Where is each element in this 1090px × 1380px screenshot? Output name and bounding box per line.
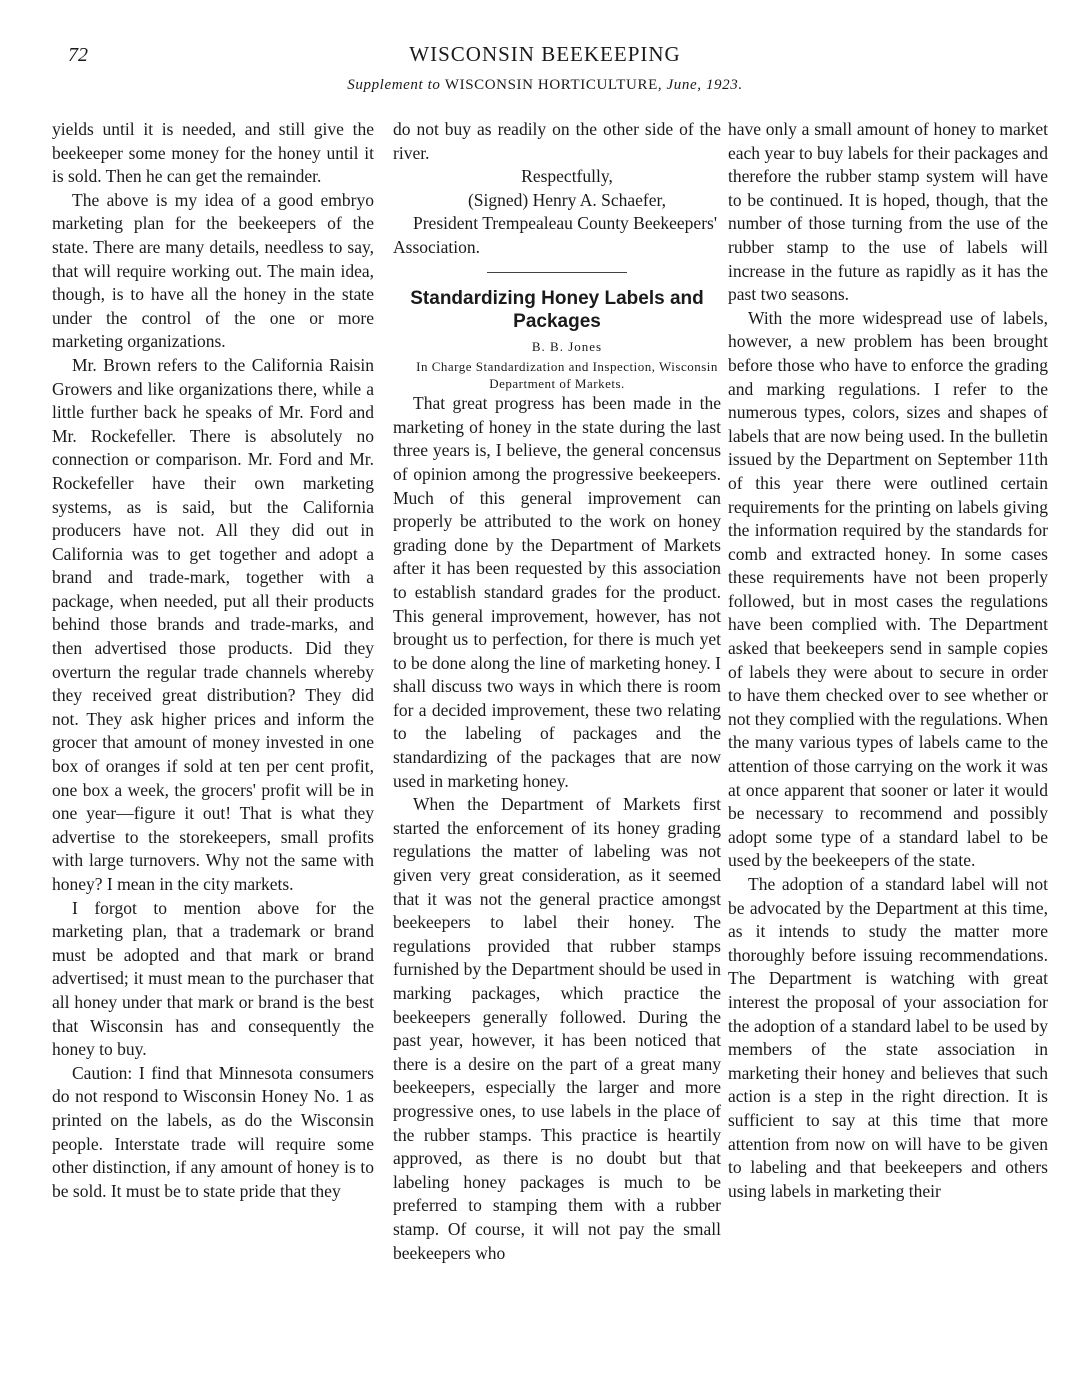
column-middle <box>393 118 721 1265</box>
paragraph: When the Department of Markets first started the enforcement of its honey grading regulations the matter of labeling was not given very great consideration, as it seemed that it was not the general practice amongst beekeepers to label their honey. The regulations provided that rubber stamps furnished by the Department should be used in marking packages, which practice the beekeepers generally followed. During the past year, however, it has been noticed that there is a desire on the part of a great many beekeepers, especially the larger and more progressive ones, to use labels in the place of the rubber stamps. This practice is heartily approved, as there is no doubt but that labeling honey packages is much to be preferred to stamping them with a rubber stamp. Of course, it will not pay the small beekeepers who <box>393 794 721 1263</box>
paragraph: The above is my idea of a good embryo marketing plan for the beekeepers of the state. There are many details, needless to say, that will require working out. The main idea, though, is to have all the honey in the state under the control of the one or more marketing organizations. <box>52 189 374 352</box>
column-left <box>52 118 374 1203</box>
article-byline: B. B. Jones <box>531 338 603 354</box>
page-number: 72 <box>68 44 88 66</box>
paragraph: The adoption of a standard label will not be advocated by the Department at this time, as it intends to study the matter more thoroughly before issuing recommendations. The Department is watching with great interest the proposal of your association for the adoption of a standard label to be used by members of the state association in marketing their honey and believes that such action is a step in the right direction. It is sufficient to say at this time that more attention from now on will have to be given to labeling and that beekeepers and others using labels in marketing their <box>728 874 1048 1201</box>
subtitle-supplement: Supplement <box>347 77 424 93</box>
paragraph: With the more widespread use of labels, however, a new problem has been brought before those who have to enforce the grading and marking regulations. I refer to the numerous types, colors, sizes and shapes of labels that are now being used. In the bulletin issued by the Department on September 11th of this year there were outlined certain requirements for the printing on labels giving the information required by the standards for comb and extracted honey. In some cases these requirements have not been properly followed, but in most cases the regulations have been complied with. The Department asked that beekeepers send in sample copies of labels they were about to secure in order to have them checked over to see whether or not they complied with the regulations. When the many various types of labels came to the attention of those carrying on the work it was at once apparent that sooner or later it would be necessary to recommend and possibly adopt some type of a standard label to be used by the beekeepers of the state. <box>728 307 1048 871</box>
subtitle-publication: WISCONSIN HORTICULTURE, <box>444 77 667 93</box>
paragraph: do not buy as readily on the other side of the river. <box>393 119 721 163</box>
subtitle-date: June, 1923. <box>666 77 743 93</box>
author-affiliation: In Charge Standardization and Inspection, Wisconsin Department of Markets. <box>416 359 718 392</box>
column-right <box>728 118 1048 1203</box>
paragraph: yields until it is needed, and still give the beekeeper some money for the honey until it is sold. Then he can get the remainder. <box>52 119 374 187</box>
paragraph: Caution: I find that Minnesota consumers do not respond to Wisconsin Honey No. 1 as printed on the labels, as do the Wisconsin people. Interstate trade will require some other distinction, if any amount of honey is to be sold. It must be to state pride that they <box>52 1062 374 1201</box>
running-subtitle <box>0 77 1090 94</box>
paragraph: Mr. Brown refers to the California Raisin Growers and like organizations there, while a little further back he speaks of Mr. Ford and Mr. Rockefeller. There is absolutely no connection or comparison. Mr. Ford and Mr. Rockefeller have their own marketing systems, as is said, but the California producers have not. All they did out in California was to get together and adopt a brand and trade-mark, together with a package, when needed, put all their products behind those brands and trade-marks, and then advertised those products. Did they overturn the regular trade channels whereby they received great distribution? They did not. They ask higher prices and inform the grocer that amount of money invested in one box of oranges if sold at ten per cent profit, one box a week, the grocers' profit will be in one year—figure it out! That is what they advertise to the storekeepers, small profits with large turnovers. Why not the same with honey? I mean in the city markets. <box>52 354 374 894</box>
section-divider <box>487 272 627 273</box>
signer-title: President Trempealeau County Beekeepers' Association. <box>393 213 717 257</box>
paragraph: have only a small amount of honey to market each year to buy labels for their packages and therefore the rubber stamp system will have to be continued. It is hoped, though, that the number of those turning from the use of the rubber stamp to the use of labels will increase in the future as rapidly as it has the past two seasons. <box>728 119 1048 305</box>
subtitle-to: to <box>423 77 445 93</box>
paragraph: That great progress has been made in the marketing of honey in the state during the last three years is, I believe, the general concensus of opinion among the progressive beekeepers. Much of this general improvement can properly be attributed to the work on honey grading done by the Department of Markets after it has been requested by this association to establish standard grades for the product. This general improvement, however, has not brought us to perfection, for there is much yet to be done along the line of marketing honey. I shall discuss two ways in which there is room for a decided improvement, these two relating to the labeling of packages and the standardizing of the packages that are now used in marketing honey. <box>393 393 721 791</box>
running-title: WISCONSIN BEEKEEPING <box>409 42 681 66</box>
article-title: Standardizing Honey Labels and Packages <box>410 287 704 332</box>
letter-signature: (Signed) Henry A. Schaefer, <box>467 189 667 210</box>
letter-closing: Respectfully, <box>521 166 613 187</box>
paragraph: I forgot to mention above for the marketing plan, that a trademark or brand must be adopted and that mark or brand advertised; it must mean to the purchaser that all honey under that mark or brand is the best that Wisconsin has and consequently the honey to buy. <box>52 897 374 1060</box>
